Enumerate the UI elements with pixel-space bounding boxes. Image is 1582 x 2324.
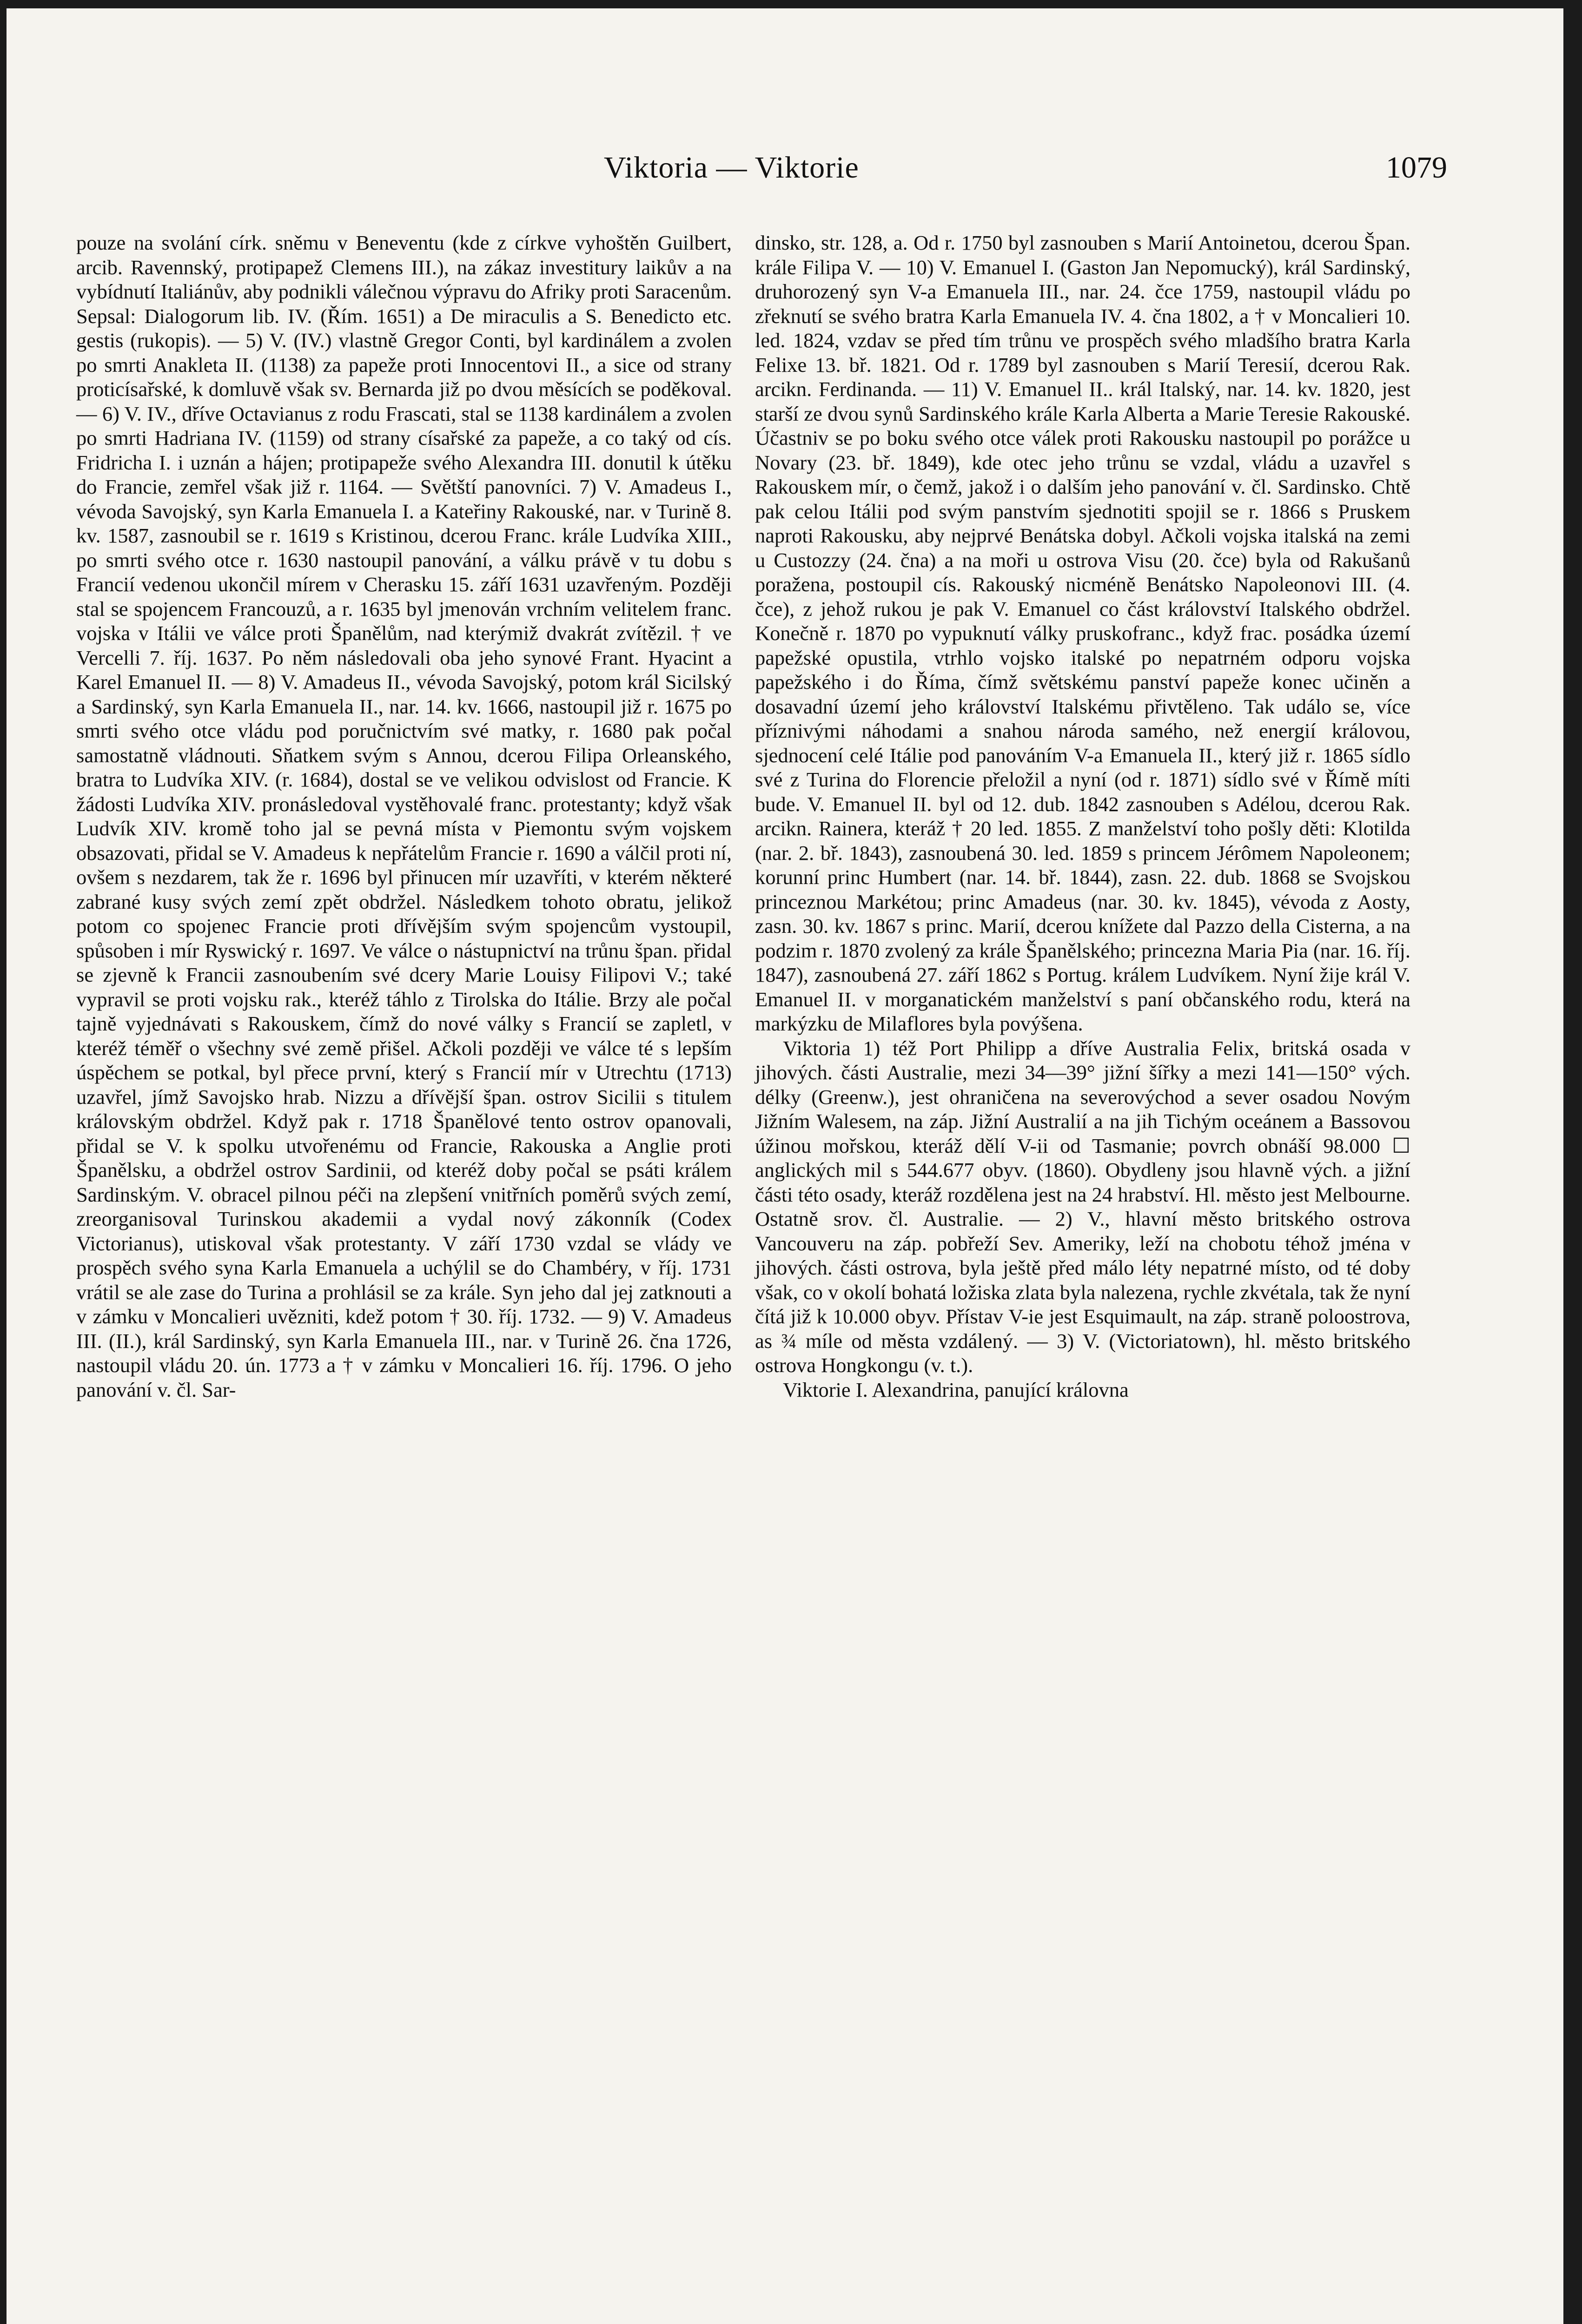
right-column bbox=[755, 231, 1410, 1402]
left-column bbox=[76, 231, 732, 1402]
entry-viktorie: Viktorie I. Alexandrina, panující královna bbox=[783, 1378, 1129, 1401]
page-header bbox=[7, 150, 1563, 201]
page-number: 1079 bbox=[1386, 151, 1447, 185]
right-column-text: dinsko, str. 128, a. Od r. 1750 byl zasnouben s Marií Antoinetou, dcerou Špan. krále Filipa V. — 10) V. Emanuel I. (Gaston Jan Nepomucký), král Sardinský, druhorozený syn V-a Emanuela III., nar. 24. čce 1759, nastoupil vládu po zřeknutí se svého bratra Karla Emanuela IV. 4. čna 1802, a † v Moncalieri 10. led. 1824, vzdav se před tím trůnu ve prospěch svého mladšího bratra Karla Felixe 13. bř. 1821. Od r. 1789 byl zasnouben s Marií Teresií, dcerou Rak. arcikn. Ferdinanda. — 11) V. Emanuel II.. král Italský, nar. 14. kv. 1820, jest starší ze dvou synů Sardinského krále Karla Alberta a Marie Teresie Rakouské. Účastniv se po boku svého otce válek proti Rakousku nastoupil po porážce u Novary (23. bř. 1849), kde otec jeho trůnu se vzdal, vládu a uzavřel s Rakouskem mír, o čemž, jakož i o dalším jeho panování v. čl. Sardinsko. Chtě pak celou Itálii pod svým panstvím sjednotiti spojil se r. 1866 s Pruskem naproti Rakousku, aby nejprvé Benátska dobyl. Ačkoli vojska italská na zemi u Custozzy (24. čna) a na moři u ostrova Visu (20. čce) byla od Rakušanů poražena, postoupil cís. Rakouský nicméně Benátsko Napoleonovi III. (4. čce), z jehož rukou je pak V. Emanuel co část království Italského obdržel. Konečně r. 1870 po vypuknutí války pruskofranc., když frac. posádka území papežské opustila, vtrhlo vojsko italské po nepatrném odporu vojska papežského i do Říma, čímž světskému panství papeže konec učiněn a dosavadní území jeho království Italskému přivtěleno. Tak událo se, více příznivými náhodami a snahou národa samého, než energií královou, sjednocení celé Itálie pod panováním V-a Emanuela II., který již r. 1865 sídlo své z Turina do Florencie přeložil a nyní (od r. 1871) sídlo své v Římě míti bude. V. Emanuel II. byl od 12. dub. 1842 zasnouben s Adélou, dcerou Rak. arcikn. Rainera, kteráž † 20 led. 1855. Z manželství toho pošly děti: Klotilda (nar. 2. bř. 1843), zasnoubená 30. led. 1859 s princem Jérômem Napoleonem; korunní princ Humbert (nar. 14. bř. 1844), zasn. 22. dub. 1868 se Svojskou princeznou Markétou; princ Amadeus (nar. 30. kv. 1845), vévoda z Aosty, zasn. 30. kv. 1867 s princ. Marií, dcerou knížete dal Pazzo della Cisterna, a na podzim r. 1870 zvolený za krále Španělského; princezna Maria Pia (nar. 16. říj. 1847), zasnoubená 27. září 1862 s Portug. králem Ludvíkem. Nyní žije král V. Emanuel II. v morganatickém manželství s paní občanského rodu, která na markýzku de Milaflores byla povýšena. bbox=[755, 231, 1410, 1035]
entry-viktoria: Viktoria 1) též Port Philipp a dříve Australia Felix, britská osada v jihových. části Australie, mezi 34—39° jižní šířky a mezi 141—150° vých. délky (Greenw.), jest ohraničena na severovýchod a sever osadou Novým Jižním Walesem, na záp. Jižní Australií a na jih Tichým oceánem a Bassovou úžinou mořskou, kteráž dělí V-ii od Tasmanie; povrch obnáší 98.000 ☐ anglických mil s 544.677 obyv. (1860). Obydleny jsou hlavně vých. a jižní části této osady, kteráž rozdělena jest na 24 hrabství. Hl. město jest Melbourne. Ostatně srov. čl. Australie. — 2) V., hlavní město britského ostrova Vancouveru na záp. pobřeží Sev. Ameriky, leží na chobotu téhož jména v jihových. části ostrova, byla ještě před málo léty nepatrné místo, od té doby však, co v okolí bohatá ložiska zlata byla nalezena, rychle zkvétala, tak že nyní čítá již k 10.000 obyv. Přístav V-ie jest Esquimault, na záp. straně poloostrova, as ¾ míle od města vzdálený. — 3) V. (Victoriatown), hl. město britského ostrova Hongkongu (v. t.). bbox=[755, 1036, 1410, 1377]
left-column-text: pouze na svolání círk. sněmu v Beneventu (kde z církve vyhoštěn Guilbert, arcib. Ravennský, protipapež Clemens III.), na zákaz investitury laikův a na vybídnutí Italiánův, aby podnikli válečnou výpravu do Afriky proti Saracenům. Sepsal: Dialogorum lib. IV. (Řím. 1651) a De miraculis a S. Benedicto etc. gestis (rukopis). — 5) V. (IV.) vlastně Gregor Conti, byl kardinálem a zvolen po smrti Anakleta II. (1138) za papeže proti Innocentovi II., a sice od strany proticísařské, k domluvě však sv. Bernarda již po dvou měsících se poděkoval. — 6) V. IV., dříve Octavianus z rodu Frascati, stal se 1138 kardinálem a zvolen po smrti Hadriana IV. (1159) od strany císařské za papeže, a co taký od cís. Fridricha I. i uznán a hájen; protipapeže svého Alexandra III. donutil k útěku do Francie, zemřel však již r. 1164. — Světští panovníci. 7) V. Amadeus I., vévoda Savojský, syn Karla Emanuela I. a Kateřiny Rakouské, nar. v Turině 8. kv. 1587, zasnoubil se r. 1619 s Kristinou, dcerou Franc. krále Ludvíka XIII., po smrti svého otce r. 1630 nastoupil panování, a válku právě v tu dobu s Francií vedenou ukončil mírem v Cherasku 15. září 1631 uzavřeným. Později stal se spojencem Francouzů, a r. 1635 byl jmenován vrchním velitelem franc. vojska v Itálii ve válce proti Španělům, nad kterýmiž dvakrát zvítězil. † ve Vercelli 7. říj. 1637. Po něm následovali oba jeho synové Frant. Hyacint a Karel Emanuel II. — 8) V. Amadeus II., vévoda Savojský, potom král Sicilský a Sardinský, syn Karla Emanuela II., nar. 14. kv. 1666, nastoupil již r. 1675 po smrti svého otce vládu pod poručnictvím své matky, r. 1680 pak počal samostatně vládnouti. Sňatkem svým s Annou, dcerou Filipa Orleanského, bratra to Ludvíka XIV. (r. 1684), dostal se ve velikou odvislost od Francie. K žádosti Ludvíka XIV. pronásledoval vystěhovalé franc. protestanty; když však Ludvík XIV. kromě toho jal se pevná místa v Piemontu svým vojskem obsazovati, přidal se V. Amadeus k nepřátelům Francie r. 1690 a válčil proti ní, ovšem s nezdarem, tak že r. 1696 byl přinucen mír uzavříti, v kterém některé zabrané kusy svých zemí zpět obdržel. Následkem tohoto obratu, jelikož potom co spojenec Francie proti dřívějším svým spojencům vystoupil, spůsoben i mír Ryswický r. 1697. Ve válce o nástupnictví na trůnu špan. přidal se zjevně k Francii zasnoubením své dcery Marie Louisy Filipovi V.; také vypravil se proti vojsku rak., kteréž táhlo z Tirolska do Itálie. Brzy ale počal tajně vyjednávati s Rakouskem, čímž do nové války s Francií se zapletl, v kteréž téměř o všechny své země přišel. Ačkoli později ve válce té s lepším úspěchem se potkal, byl přece první, který s Francií mír v Utrechtu (1713) uzavřel, jímž Savojsko hrab. Nizzu a dřívější špan. ostrov Sicilii s titulem královským obdržel. Když pak r. 1718 Španělové tento ostrov opanovali, přidal se V. k spolku utvořenému od Francie, Rakouska a Anglie proti Španělsku, a obdržel ostrov Sardinii, od kteréž doby počal se psáti králem Sardinským. V. obracel pilnou péči na zlepšení vnitřních poměrů svých zemí, zreorganisoval Turinskou akademii a vydal nový zákonník (Codex Victorianus), utiskoval však protestanty. V září 1730 vzdal se vlády ve prospěch svého syna Karla Emanuela a uchýlil se do Chambéry, v říj. 1731 vrátil se ale zase do Turina a prohlásil se za krále. Syn jeho dal jej zatknouti a v zámku v Moncalieri uvězniti, kdež potom † 30. říj. 1732. — 9) V. Amadeus III. (II.), král Sardinský, syn Karla Emanuela III., nar. v Turině 26. čna 1726, nastoupil vládu 20. ún. 1773 a † v zámku v Moncalieri 16. říj. 1796. O jeho panování v. čl. Sar- bbox=[76, 231, 732, 1401]
dictionary-page bbox=[7, 8, 1563, 2324]
running-head: Viktoria — Viktorie bbox=[604, 151, 859, 185]
